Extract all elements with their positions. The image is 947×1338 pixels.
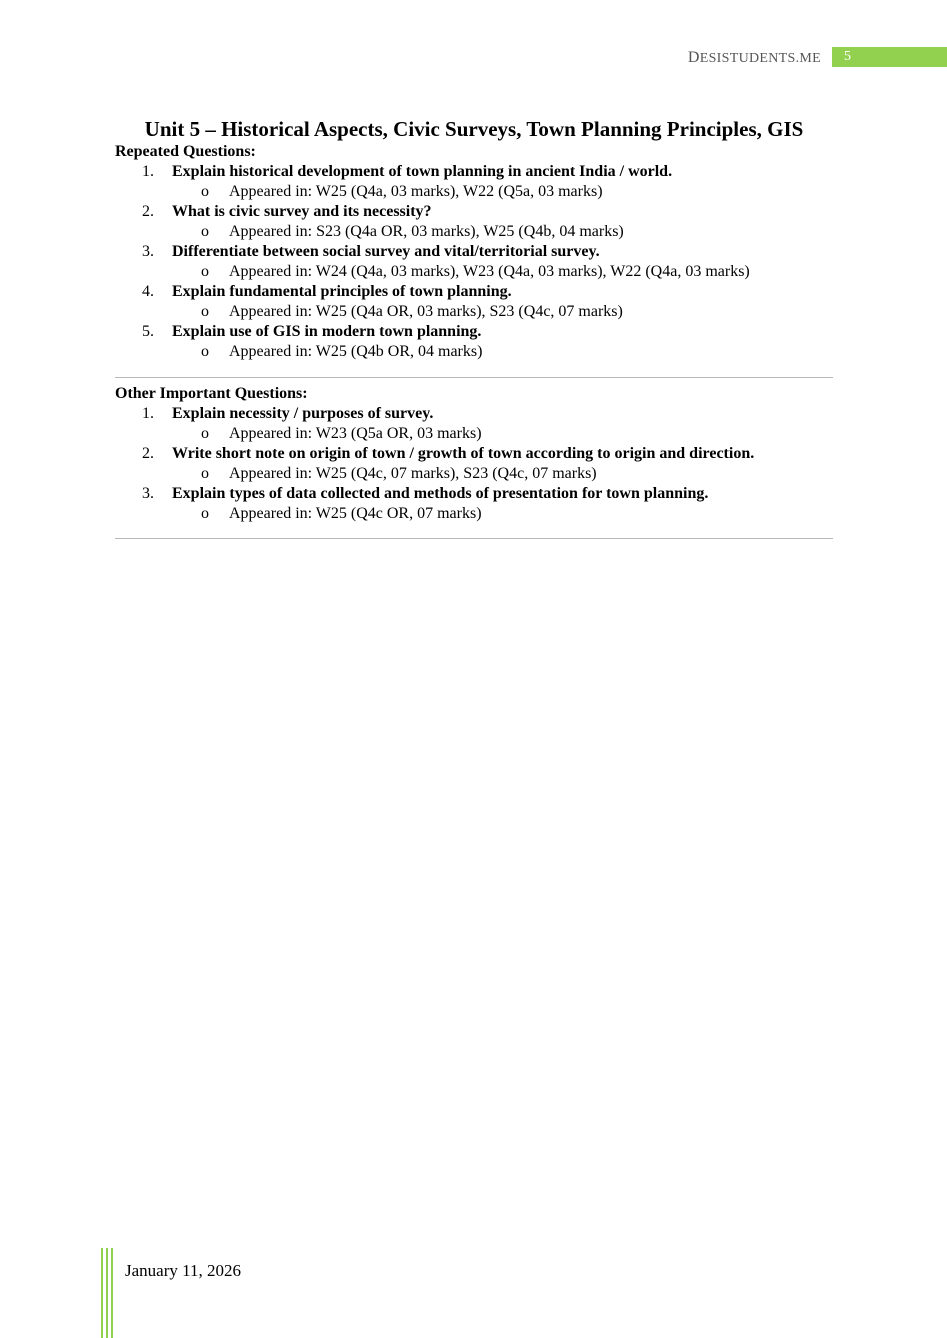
question-number: 3. <box>142 243 154 260</box>
bullet-icon: o <box>201 425 209 442</box>
document-body <box>115 116 833 539</box>
section-divider <box>115 377 833 378</box>
question-text: Explain historical development of town planning in ancient India / world. <box>172 163 673 180</box>
appeared-line <box>115 464 833 484</box>
list-item <box>115 322 833 362</box>
footer-accent-bars <box>101 1248 115 1338</box>
section-divider <box>115 538 833 539</box>
list-item <box>115 202 833 242</box>
other-questions-list <box>115 404 833 524</box>
appeared-text: Appeared in: W23 (Q5a OR, 03 marks) <box>229 425 482 442</box>
list-item <box>115 162 833 202</box>
footer-bar <box>101 1248 103 1338</box>
appeared-text: Appeared in: W25 (Q4c, 07 marks), S23 (Q4c, 07 marks) <box>229 465 597 482</box>
appeared-text: Appeared in: S23 (Q4a OR, 03 marks), W25 (Q4b, 04 marks) <box>229 223 624 240</box>
question-line <box>115 202 833 222</box>
appeared-text: Appeared in: W25 (Q4a, 03 marks), W22 (Q5a, 03 marks) <box>229 183 603 200</box>
list-item <box>115 484 833 524</box>
list-item <box>115 404 833 444</box>
appeared-line <box>115 302 833 322</box>
header-site-suffix: .ME <box>795 51 821 66</box>
question-text: Explain fundamental principles of town planning. <box>172 283 512 300</box>
bullet-icon: o <box>201 223 209 240</box>
header-site-name <box>688 49 821 67</box>
appeared-line <box>115 342 833 362</box>
appeared-line <box>115 222 833 242</box>
question-line <box>115 444 833 464</box>
footer-bar <box>111 1248 113 1338</box>
question-number: 3. <box>142 485 154 502</box>
list-item <box>115 242 833 282</box>
other-questions-heading: Other Important Questions: <box>115 385 308 402</box>
bullet-icon: o <box>201 505 209 522</box>
question-text: What is civic survey and its necessity? <box>172 203 432 220</box>
appeared-text: Appeared in: W25 (Q4c OR, 07 marks) <box>229 505 482 522</box>
question-line <box>115 162 833 182</box>
question-line <box>115 404 833 424</box>
question-text: Write short note on origin of town / growth of town according to origin and direction. <box>172 445 755 462</box>
header-site-initial: D <box>687 49 700 66</box>
appeared-text: Appeared in: W24 (Q4a, 03 marks), W23 (Q4a, 03 marks), W22 (Q4a, 03 marks) <box>229 263 750 280</box>
repeated-questions-list <box>115 162 833 362</box>
question-text: Explain use of GIS in modern town planning. <box>172 323 482 340</box>
question-line <box>115 242 833 262</box>
unit-title: Unit 5 – Historical Aspects, Civic Surveys, Town Planning Principles, GIS <box>144 117 804 141</box>
question-number: 5. <box>142 323 154 340</box>
bullet-icon: o <box>201 465 209 482</box>
bullet-icon: o <box>201 183 209 200</box>
question-number: 1. <box>142 405 154 422</box>
question-number: 4. <box>142 283 154 300</box>
footer-date: January 11, 2026 <box>125 1261 241 1280</box>
bullet-icon: o <box>201 343 209 360</box>
bullet-icon: o <box>201 263 209 280</box>
list-item <box>115 444 833 484</box>
appeared-text: Appeared in: W25 (Q4a OR, 03 marks), S23 (Q4c, 07 marks) <box>229 303 623 320</box>
repeated-questions-heading: Repeated Questions: <box>115 143 256 160</box>
header-page-number: 5 <box>832 47 947 67</box>
appeared-line <box>115 424 833 444</box>
header-site-body: ESISTUDENTS <box>699 51 796 66</box>
question-number: 2. <box>142 203 154 220</box>
question-number: 2. <box>142 445 154 462</box>
question-line <box>115 282 833 302</box>
appeared-line <box>115 262 833 282</box>
question-text: Differentiate between social survey and vital/territorial survey. <box>172 243 600 260</box>
appeared-text: Appeared in: W25 (Q4b OR, 04 marks) <box>229 343 483 360</box>
appeared-line <box>115 182 833 202</box>
bullet-icon: o <box>201 303 209 320</box>
question-line <box>115 322 833 342</box>
question-number: 1. <box>142 163 154 180</box>
question-text: Explain necessity / purposes of survey. <box>172 405 434 422</box>
question-line <box>115 484 833 504</box>
footer-bar <box>106 1248 108 1338</box>
question-text: Explain types of data collected and methods of presentation for town planning. <box>172 485 709 502</box>
list-item <box>115 282 833 322</box>
appeared-line <box>115 504 833 524</box>
